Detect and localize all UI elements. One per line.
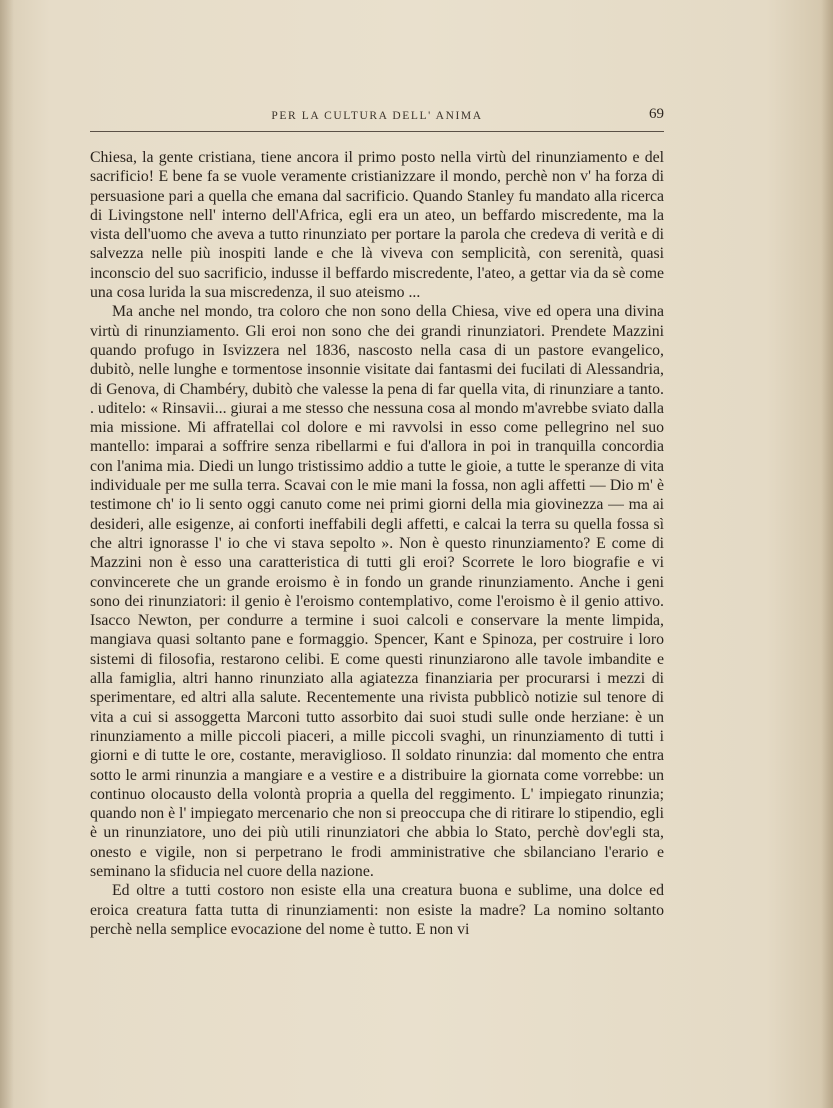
paragraph: Chiesa, la gente cristiana, tiene ancora il primo posto nella virtù del rinunziamento e del sacrificio! E bene fa se vuole veramente cristianizzare il mondo, perchè non v' ha forza di persuasione pari a quella che emana dal sacrificio. Quando Stanley fu mandato alla ricerca di Livingstone nell' interno dell'Africa, egli era un ateo, un beffardo miscredente, ma la vista dell'uomo che aveva a tutto rinunziato per portare la parola che credeva di verità e di salvezza nelle più inospiti lande e che là viveva con semplicità, con serenità, quasi inconscio del suo sacrificio, indusse il beffardo miscredente, l'ateo, a gettar via da sè come una cosa lurida la sua miscredenza, il suo ateismo ...: [90, 149, 664, 302]
running-title: PER LA CULTURA DELL' ANIMA: [271, 110, 483, 122]
page-number: 69: [649, 106, 664, 122]
page-edge: [821, 0, 833, 1108]
spine-shadow: [0, 0, 14, 1108]
running-header: [90, 106, 664, 128]
body-text: [90, 148, 664, 939]
paragraph: Ed oltre a tutti costoro non esiste ella una creatura buona e sublime, una dolce ed eroica creatura fatta tutta di rinunziamenti: non esiste la madre? La nomino soltanto perchè nella semplice evocazione del nome è tutto. E non vi: [90, 882, 664, 938]
paragraph: Ma anche nel mondo, tra coloro che non sono della Chiesa, vive ed opera una divina virtù di rinunziamento. Gli eroi non sono che dei grandi rinunziatori. Prendete Mazzini quando profugo in Isvizzera nel 1836, nascosto nella casa di un pastore evangelico, dubitò, nelle lunghe e tormentose insonnie visitate dai fantasmi dei fucilati di Alessandria, di Genova, di Chambéry, dubitò che valesse la pena di far quella vita, di rinunziare a tanto. . uditelo: « Rinsavii... giurai a me stesso che nessuna cosa al mondo m'avrebbe sviato dalla mia missione. Mi affratellai col dolore e mi ravvolsi in esso come pellegrino nel suo mantello: imparai a soffrire senza ribellarmi e fui d'allora in poi in tranquilla concordia con l'anima mia. Diedi un lungo tristissimo addio a tutte le gioie, a tutte le speranze di vita individuale per me sulla terra. Scavai con le mie mani la fossa, non agli affetti — Dio m' è testimone ch' io li sento oggi canuto come nei primi giorni della mia giovinezza — ma ai desideri, alle esigenze, ai conforti ineffabili degli affetti, e calcai la terra su quella fossa sì che altri ignorasse l' io che vi stava sepolto ». Non è questo rinunziamento? E come di Mazzini non è esso una caratteristica di tutti gli eroi? Scorrete le loro biografie e vi convincerete che un grande eroismo è in fondo un grande rinunziamento. Anche i geni sono dei rinunziatori: il genio è l'eroismo contemplativo, come l'eroismo è il genio attivo. Isacco Newton, per condurre a termine i suoi calcoli e conservare la mente limpida, mangiava quasi soltanto pane e formaggio. Spencer, Kant e Spinoza, per costruire i loro sistemi di filosofia, restarono celibi. E come questi rinunziarono alle tavole imbandite e alla famiglia, altri hanno rinunziato alla agiatezza finanziaria per procurarsi i mezzi di sperimentare, ed altri alla salute. Recentemente una rivista pubblicò notizie sul tenore di vita a cui si assoggetta Marconi tutto assorbito dai suoi studi sulle onde herziane: è un rinunziamento a mille piccoli piaceri, a mille piccoli svaghi, un rinunziamento di tutti i giorni e di tutte le ore, costante, meraviglioso. Il soldato rinunzia: dal momento che entra sotto le armi rinunzia a mangiare e a vestire e a distribuire la giornata come vorrebbe: un continuo olocausto della volontà propria a quella del reggimento. L' impiegato rinunzia; quando non è l' impiegato mercenario che non si preoccupa che di ritirare lo stipendio, egli è un rinunziatore, uno dei più utili rinunziatori che abbia lo Stato, perchè dov'egli sta, onesto e vigile, non si perpetrano le frodi amministrative che sbilanciano l'erario e seminano la sfiducia nel cuore della nazione.: [90, 303, 664, 880]
header-rule: [90, 131, 664, 132]
